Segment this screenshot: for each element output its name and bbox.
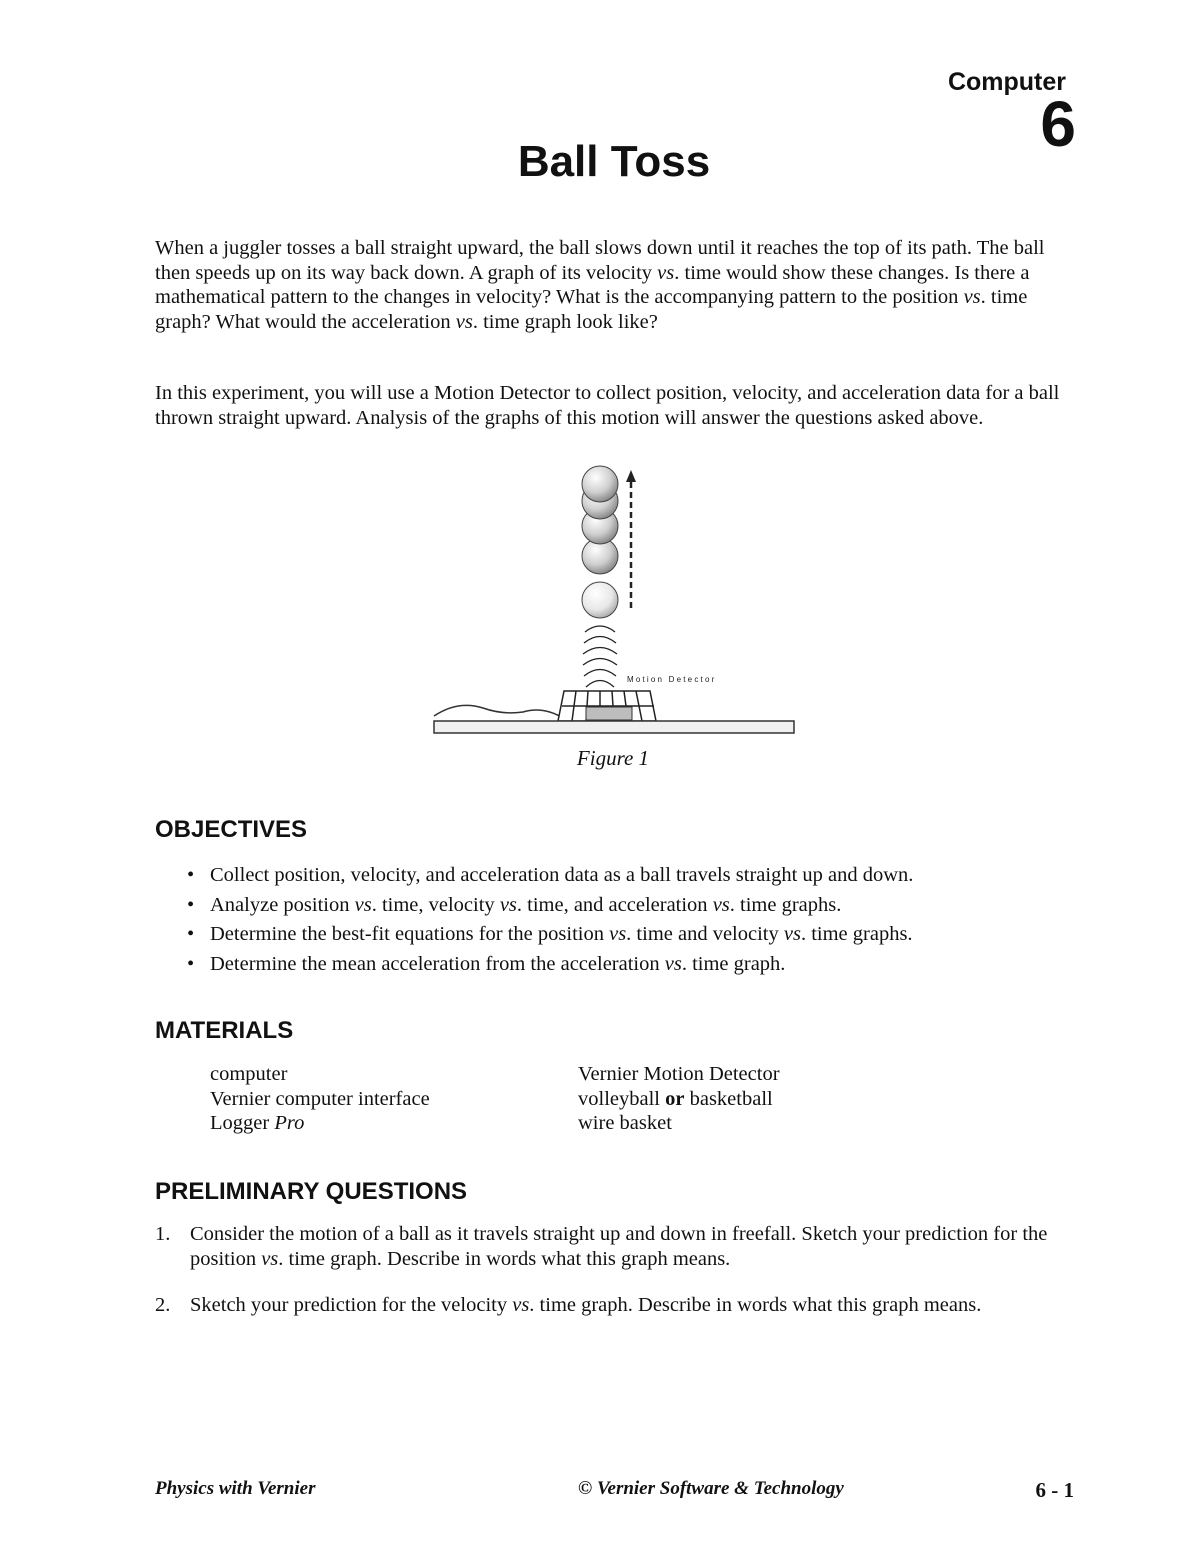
materials-left-column	[210, 1062, 430, 1136]
material-item: wire basket	[578, 1112, 672, 1134]
italic-text: vs	[657, 261, 675, 284]
ball-sequence	[582, 466, 618, 618]
ball	[582, 466, 618, 502]
italic-text: vs	[664, 952, 682, 975]
italic-text: vs	[609, 923, 627, 945]
material-item: Logger Pro	[210, 1112, 305, 1134]
italic-text: vs	[963, 286, 981, 308]
question-number: 2.	[155, 1294, 171, 1316]
motion-detector-label: Motion Detector	[627, 675, 717, 684]
preliminary-heading: PRELIMINARY QUESTIONS	[155, 1178, 468, 1205]
table-surface	[434, 721, 794, 733]
italic-text: vs	[783, 923, 801, 945]
question-number: 1.	[155, 1223, 171, 1245]
materials-right-column	[578, 1062, 780, 1136]
material-item: Vernier computer interface	[210, 1087, 430, 1110]
italic-text: vs	[354, 893, 372, 916]
footer-page-number: 6 - 1	[1035, 1478, 1074, 1502]
footer-book-title: Physics with Vernier	[155, 1478, 316, 1499]
question-text: Consider the motion of a ball as it travels straight up and down in freefall. Sketch your prediction for the position vs. time graph. Describe in words what this graph means.	[190, 1223, 1048, 1270]
italic-text: vs	[261, 1247, 279, 1270]
intro-paragraph-1: When a juggler tosses a ball straight upward, the ball slows down until it reaches the top of its path. The ball then speeds up on its way back down. A graph of its velocity vs. time would show these changes. Is there a mathematical pattern to the changes in velocity? What is the accompanying pattern to the position vs. time graph? What would the acceleration vs. time graph look like?	[155, 237, 1045, 333]
footer-copyright: © Vernier Software & Technology	[578, 1478, 844, 1499]
italic-text: vs	[455, 310, 473, 333]
objective-item: • Collect position, velocity, and acceleration data as a ball travels straight up and down.	[185, 861, 913, 891]
material-item: Vernier Motion Detector	[578, 1063, 780, 1085]
objective-item: • Determine the best-fit equations for the position vs. time and velocity vs. time graphs.	[185, 920, 913, 950]
intro-paragraph-2: In this experiment, you will use a Motion Detector to collect position, velocity, and acceleration data for a ball thrown straight upward. Analysis of the graphs of this motion will answer the questions asked above.	[155, 382, 1060, 429]
italic-text: vs	[512, 1294, 530, 1316]
sound-waves	[583, 626, 617, 687]
page-title: Ball Toss	[517, 137, 711, 186]
objective-item: • Determine the mean acceleration from the acceleration vs. time graph.	[185, 950, 913, 980]
ball-toss-figure	[428, 460, 800, 742]
motion-detector-box	[586, 707, 632, 720]
material-item: computer	[210, 1063, 288, 1085]
italic-text: vs	[712, 893, 730, 916]
material-item: volleyball or basketball	[578, 1087, 773, 1110]
chapter-label: Computer	[947, 68, 1066, 96]
question-2	[155, 1293, 1055, 1318]
figure-caption: Figure 1	[576, 746, 650, 770]
italic-text: vs	[499, 893, 517, 916]
question-1	[155, 1222, 1055, 1271]
materials-heading: MATERIALS	[155, 1017, 294, 1044]
detector-cable	[434, 705, 563, 718]
chapter-number: 6	[1040, 88, 1076, 160]
objective-item: • Analyze position vs. time, velocity vs. time, and acceleration vs. time graphs.	[185, 891, 913, 921]
ball	[582, 582, 618, 618]
question-text: Sketch your prediction for the velocity vs. time graph. Describe in words what this graph means.	[190, 1294, 982, 1316]
bold-text: or	[665, 1087, 685, 1110]
upward-arrow	[626, 470, 636, 608]
objectives-heading: OBJECTIVES	[155, 816, 308, 843]
objectives-list	[185, 861, 913, 979]
italic-text: Pro	[274, 1112, 305, 1134]
